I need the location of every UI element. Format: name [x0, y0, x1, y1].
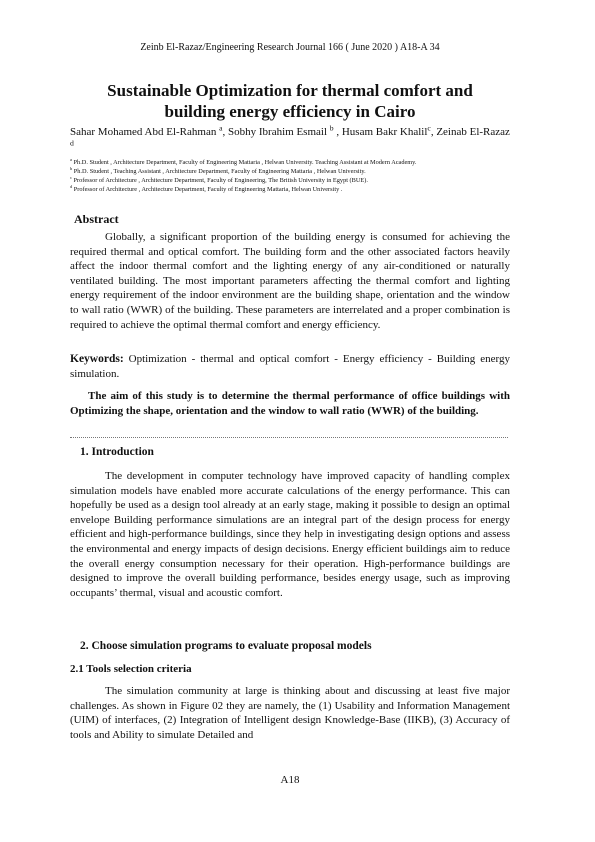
- introduction-text: The development in computer technology have improved capacity of handling complex simulation models have enabled more accurate calculations of the energy performance. This can hopefully be used as a design tool already at an early stage, making it possible to design an optimal envelope Building performance simulations are an integral part of the design process for energy efficient and high-performance buildings, since they help in investigating design options and assess the environmental and energy impacts of design decisions. Energy efficient buildings aim to reduce the overall energy consumption necessary for their operation. High-performance buildings are designed to improve the overall building performance, besides energy usage, such as improving occupants’ thermal, visual and acoustic comfort.: [70, 470, 510, 599]
- affiliation-b-text: Ph.D. Student , Teaching Assistant , Architecture Department, Faculty of Engineering Mattaria , Helwan University.: [73, 168, 366, 175]
- affiliation-d-text: Professor of Architecture , Architecture Department, Faculty of Engineering Mattaria, Helwan University .: [73, 186, 343, 193]
- keywords-label: Keywords:: [70, 353, 124, 365]
- affiliation-c-sup: c: [70, 174, 72, 180]
- author-2-sup: b: [329, 123, 334, 133]
- affiliation-a-text: Ph.D. Student , Architecture Department, Faculty of Engineering Mattaria , Helwan University. Teaching Assistant at Modern Academy.: [73, 159, 417, 166]
- subsection-2-1-heading: 2.1 Tools selection criteria: [70, 663, 192, 675]
- keywords-text: Optimization - thermal and optical comfort - Energy efficiency - Building energy simulation.: [70, 353, 510, 380]
- affiliation-c-text: Professor of Architecture , Architecture Department, Faculty of Engineering, The British University in Egypt (BUE).: [73, 177, 368, 184]
- author-1-sup: a: [219, 123, 223, 133]
- running-header: Zeinb El-Razaz/Engineering Research Journal 166 ( June 2020 ) A18-A 34: [140, 42, 440, 53]
- title-line-2: building energy efficiency in Cairo: [164, 102, 416, 121]
- author-3: , Husam Bakr Khalil: [333, 126, 428, 138]
- author-1: Sahar Mohamed Abd El-Rahman: [70, 126, 220, 138]
- author-2: , Sobhy Ibrahim Esmail: [222, 126, 330, 138]
- author-4-sup: d: [70, 138, 74, 148]
- section-2-heading: 2. Choose simulation programs to evaluate proposal models: [80, 640, 372, 652]
- affiliations: [70, 158, 510, 194]
- affiliation-c: [70, 176, 510, 185]
- keywords: [70, 352, 510, 381]
- abstract-text: Globally, a significant proportion of the building energy is consumed for achieving the required thermal and optical comfort. The building form and the other associated factors heavily affect the indoor thermal comfort and the lighting energy of any air-conditioned or naturally ventilated building. The most important parameters affecting the thermal comfort and lighting energy requirement of the indoor environment are the building shape, orientation and the window to wall ratio (WWR) of the building. These parameters are interrelated and a proper combination is required to achieve the optimal thermal comfort and energy efficiency.: [70, 231, 510, 331]
- author-list: [70, 125, 510, 155]
- abstract-heading: Abstract: [74, 212, 119, 226]
- affiliation-b-sup: b: [70, 165, 73, 171]
- section-divider: [70, 437, 508, 438]
- aim-statement: The aim of this study is to determine the thermal performance of office buildings with Optimizing the shape, orientation and the window to wall ratio (WWR) of the building.: [70, 390, 510, 417]
- affiliation-d-sup: d: [70, 183, 73, 189]
- affiliation-a-sup: a: [70, 156, 72, 162]
- title-line-1: Sustainable Optimization for thermal comfort and: [107, 81, 473, 100]
- author-3-sup: c: [427, 123, 431, 133]
- paper-title: [70, 80, 510, 122]
- tools-selection-text: The simulation community at large is thinking about and discussing at least five major challenges. As shown in Figure 02 they are namely, the (1) Usability and Information Management (UIM) of interfaces, (2) Integration of Intelligent design Knowledge-Base (IIKB), (3) Accuracy of tools and Ability to simulate Detailed and: [70, 685, 510, 741]
- abstract-section: [70, 230, 510, 332]
- tools-selection-section: [70, 684, 510, 742]
- affiliation-b: [70, 167, 510, 176]
- affiliation-a: [70, 158, 510, 167]
- introduction-section: [70, 469, 510, 600]
- section-1-heading: 1. Introduction: [80, 446, 154, 458]
- affiliation-d: [70, 185, 510, 194]
- page-number: A18: [280, 774, 300, 786]
- author-4: , Zeinab El-Razaz: [430, 126, 510, 138]
